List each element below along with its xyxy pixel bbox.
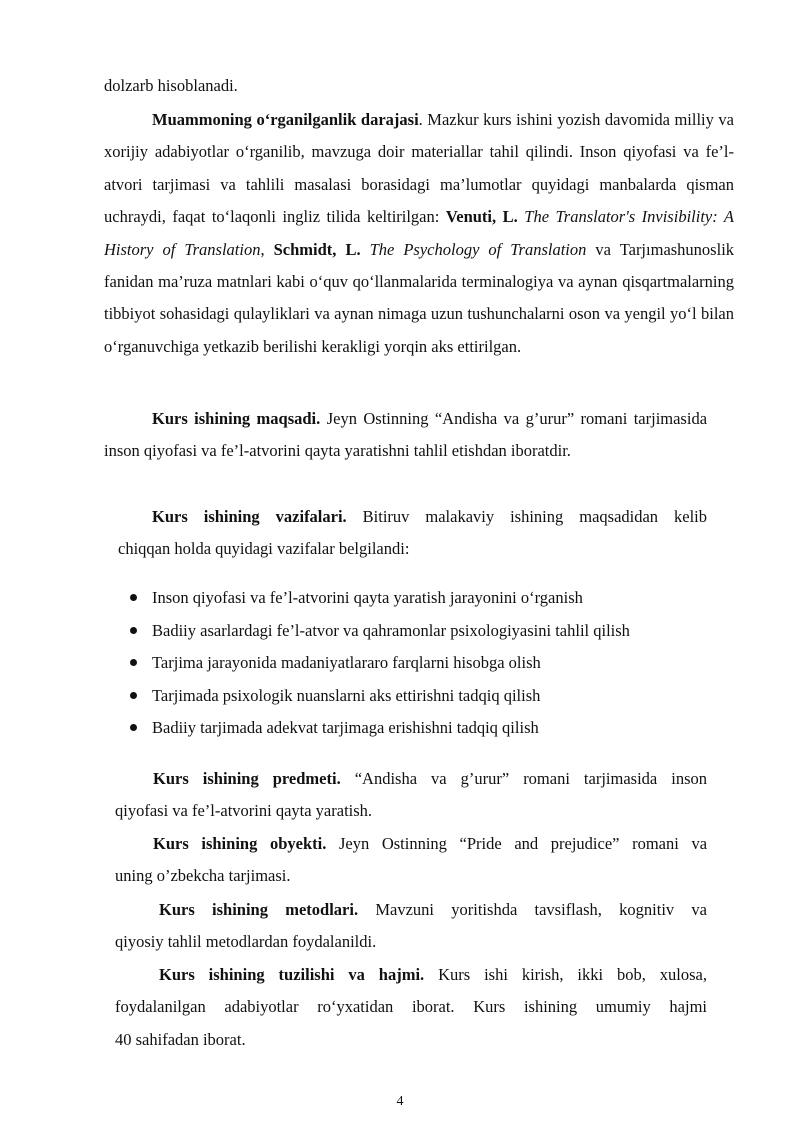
subject-heading: Kurs ishining predmeti.	[153, 769, 341, 788]
goal-text: Jeyn Ostinning “Andisha va g’urur” romani tarjimasida inson qiyofasi va fe’l-atvorini qayta yaratishni tahlil etishdan iboratdir.	[104, 409, 708, 461]
paragraph-goal	[104, 403, 707, 468]
subject-text-1: “Andisha va g’urur” romani tarjimasida inson	[354, 769, 708, 788]
page-number: 4	[396, 1094, 404, 1109]
methods-text-1: Mavzuni yoritishda tavsiflash, kognitiv va	[375, 900, 707, 919]
work-title-venuti: The Translator's Invisibility: A History of Translation	[104, 207, 734, 259]
task-text: Badiiy asarlardagi fe’l-atvor va qahramonlar psixologiyasini tahlil qilish	[152, 620, 630, 640]
methods-heading: Kurs ishining metodlari.	[159, 900, 359, 919]
tasks-heading: Kurs ishining vazifalari.	[152, 507, 347, 526]
structure-line-3: 40 sahifadan iborat.	[115, 1029, 246, 1049]
subject-line-1	[115, 763, 707, 795]
paragraph-methods	[115, 894, 707, 959]
paragraph-structure	[115, 959, 707, 1056]
list-item	[130, 582, 730, 615]
structure-line-2: foydalanilgan adabiyotlar ro‘yxatidan iborat. Kurs ishining umumiy hajmi	[115, 997, 707, 1017]
subject-line-2: qiyofasi va fe’l-atvorini qayta yaratish.	[115, 801, 373, 821]
object-text-1: Jeyn Ostinning “Pride and prejudice” romani va	[338, 834, 708, 853]
bullet-icon	[130, 692, 137, 699]
object-line-2: uning o’zbekcha tarjimasi.	[115, 866, 291, 886]
list-item	[130, 647, 730, 680]
work-title-schmidt: The Psychology of Translation	[369, 239, 587, 259]
structure-text-1: Kurs ishi kirish, ikki bob, xulosa,	[438, 965, 708, 984]
research-degree-text-end: va Tarjımashunoslik fanidan ma’ruza matnlari kabi o‘quv qo‘llanmalarida terminalogiya va aynan qisqartmalarning tibbiyot sohasidagi qulayliklari va aynan nimaga uzun tushunchalarni oson va yengil yo‘l bilan o‘rganuvchiga yetkazib berilishi kerakligi yorqin aks ettirilgan.	[104, 239, 735, 356]
paragraph-tasks	[118, 501, 707, 566]
paragraph-subject	[115, 763, 707, 828]
list-item	[130, 712, 730, 745]
paragraph-object	[115, 828, 707, 893]
object-line-1	[115, 828, 707, 860]
bullet-icon	[130, 659, 137, 666]
bullet-icon	[130, 627, 137, 634]
research-degree-heading: Muammoning o‘rganilganlik darajasi	[152, 110, 419, 129]
task-text: Tarjimada psixologik nuanslarni aks ettirishni tadqiq qilish	[152, 685, 541, 705]
task-text: Badiiy tarjimada adekvat tarjimaga erishishni tadqiq qilish	[152, 718, 539, 738]
goal-heading: Kurs ishining maqsadi.	[152, 409, 321, 428]
paragraph-research-degree	[104, 104, 734, 363]
task-text: Tarjima jarayonida madaniyatlararo farqlarni hisobga olish	[152, 653, 541, 673]
tasks-line-1	[118, 501, 707, 533]
research-degree-text: . Mazkur kurs ishini yozish davomida milliy va xorijiy adabiyotlar o‘rganilib, mavzuga doir materiallar tahil qilindi. Inson qiyofasi va fe’l-atvori tarjimasi va tahlili masalasi borasidagi ma’lumotlar quyidagi manbalarda qisman uchraydi, faqat to‘laqonli ingliz tilida keltirilgan:	[104, 110, 734, 227]
author-schmidt: Schmidt, L.	[273, 239, 361, 259]
object-heading: Kurs ishining obyekti.	[153, 834, 327, 853]
separator-text: ,	[260, 239, 274, 259]
paragraph-continuation	[104, 70, 734, 102]
continuation-text: dolzarb hisoblanadi.	[104, 76, 238, 95]
tasks-text-1: Bitiruv malakaviy ishining maqsadidan kelib	[362, 507, 708, 526]
tasks-line-2: chiqqan holda quyidagi vazifalar belgilandi:	[118, 539, 410, 559]
bullet-icon	[130, 724, 137, 731]
task-text: Inson qiyofasi va fe’l-atvorini qayta yaratish jarayonini o‘rganish	[152, 588, 583, 607]
structure-heading: Kurs ishining tuzilishi va hajmi.	[159, 965, 425, 984]
bullet-icon	[130, 594, 137, 601]
list-item	[130, 615, 730, 648]
list-item	[130, 680, 730, 713]
tasks-list	[130, 582, 730, 745]
methods-line-2: qiyosiy tahlil metodlardan foydalanildi.	[115, 932, 377, 952]
methods-line-1	[115, 894, 707, 926]
structure-line-1	[115, 959, 707, 991]
author-venuti: Venuti, L.	[445, 207, 518, 227]
